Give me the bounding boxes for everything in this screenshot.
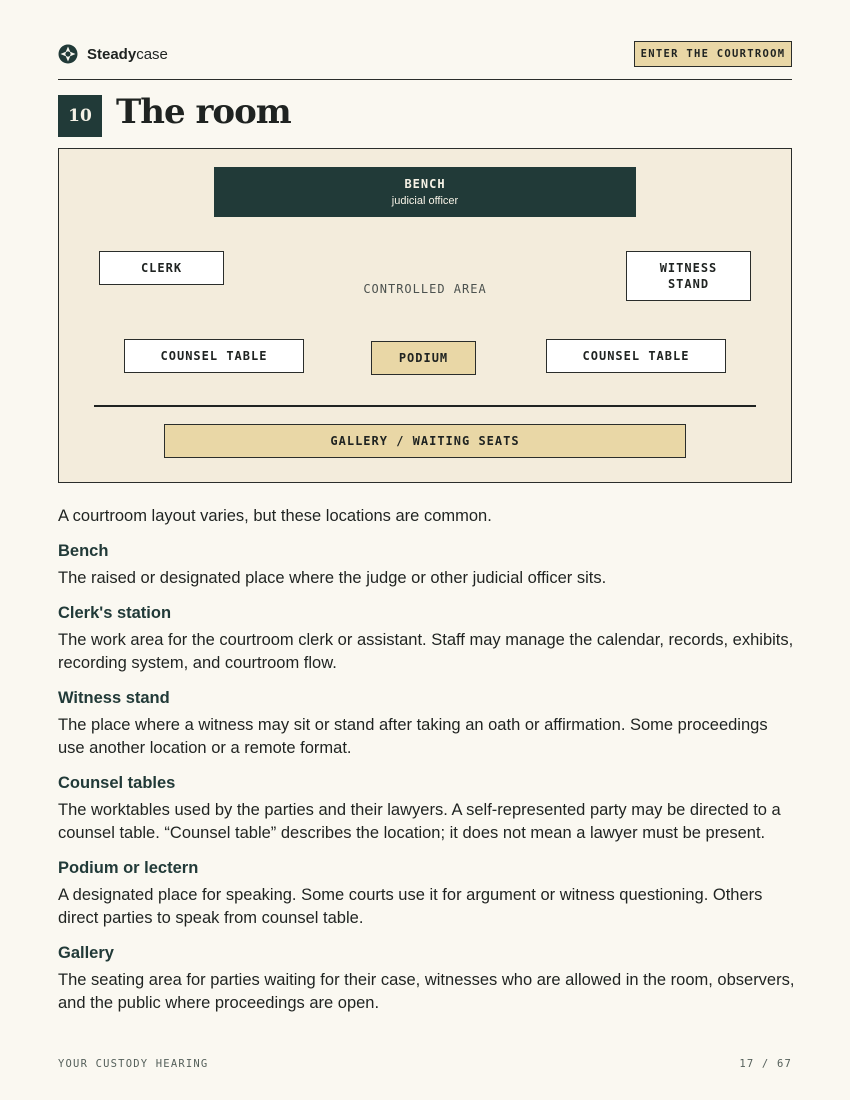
counsel-left-label: COUNSEL TABLE [160, 349, 268, 363]
counsel-right-label: COUNSEL TABLE [582, 349, 690, 363]
diagram-bench [214, 167, 636, 217]
enter-courtroom-button[interactable]: ENTER THE COURTROOM [634, 41, 792, 67]
podium-label: PODIUM [398, 351, 449, 365]
intro-paragraph: A courtroom layout varies, but these locations are common. [58, 507, 492, 525]
definition-clerks-station: The work area for the courtroom clerk or assistant. Staff may manage the calendar, records, exhibits, recording system, and courtroom flow. [58, 631, 794, 672]
footer-page-number: 17 / 67 [739, 1058, 792, 1070]
witness-label-line1: WITNESS [659, 261, 718, 275]
brand-name: Steadycase [87, 45, 168, 63]
page-header [58, 40, 792, 80]
steadycase-logo-icon [58, 44, 78, 64]
diagram-counsel-table-right [546, 339, 726, 373]
section-number-badge: 10 [58, 95, 102, 137]
bar-divider [94, 405, 756, 407]
courtroom-diagram [58, 148, 792, 483]
content [58, 505, 798, 1028]
term-gallery: Gallery [58, 944, 114, 962]
term-clerks-station: Clerk's station [58, 604, 172, 622]
bench-sublabel: judicial officer [391, 194, 459, 207]
controlled-area-label: CONTROLLED AREA [363, 282, 487, 296]
term-bench: Bench [58, 542, 109, 560]
page-title: The room [116, 92, 291, 132]
diagram-gallery [164, 424, 686, 458]
diagram-counsel-table-left [124, 339, 304, 373]
term-podium: Podium or lectern [58, 859, 199, 877]
definition-gallery: The seating area for parties waiting for their case, witnesses who are allowed in the room, observers, and the public where proceedings are open. [58, 971, 795, 1012]
bench-label: BENCH [404, 176, 446, 191]
term-counsel-tables: Counsel tables [58, 774, 176, 792]
gallery-label: GALLERY / WAITING SEATS [330, 434, 520, 448]
footer-document-title: YOUR CUSTODY HEARING [58, 1058, 209, 1070]
clerk-label: CLERK [140, 261, 183, 275]
definition-witness-stand: The place where a witness may sit or stand after taking an oath or affirmation. Some proceedings use another location or a remote format. [58, 716, 768, 757]
definition-bench: The raised or designated place where the judge or other judicial officer sits. [58, 569, 607, 587]
term-witness-stand: Witness stand [58, 689, 170, 707]
brand[interactable] [58, 44, 168, 64]
diagram-podium [371, 341, 476, 375]
definition-podium: A designated place for speaking. Some courts use it for argument or witness questioning. Others direct parties to speak from counsel table. [58, 886, 763, 927]
diagram-clerk [99, 251, 224, 285]
definition-counsel-tables: The worktables used by the parties and their lawyers. A self-represented party may be directed to a counsel table. “Counsel table” describes the location; it does not mean a lawyer must be present. [58, 801, 781, 842]
witness-label-line2: STAND [667, 277, 710, 291]
